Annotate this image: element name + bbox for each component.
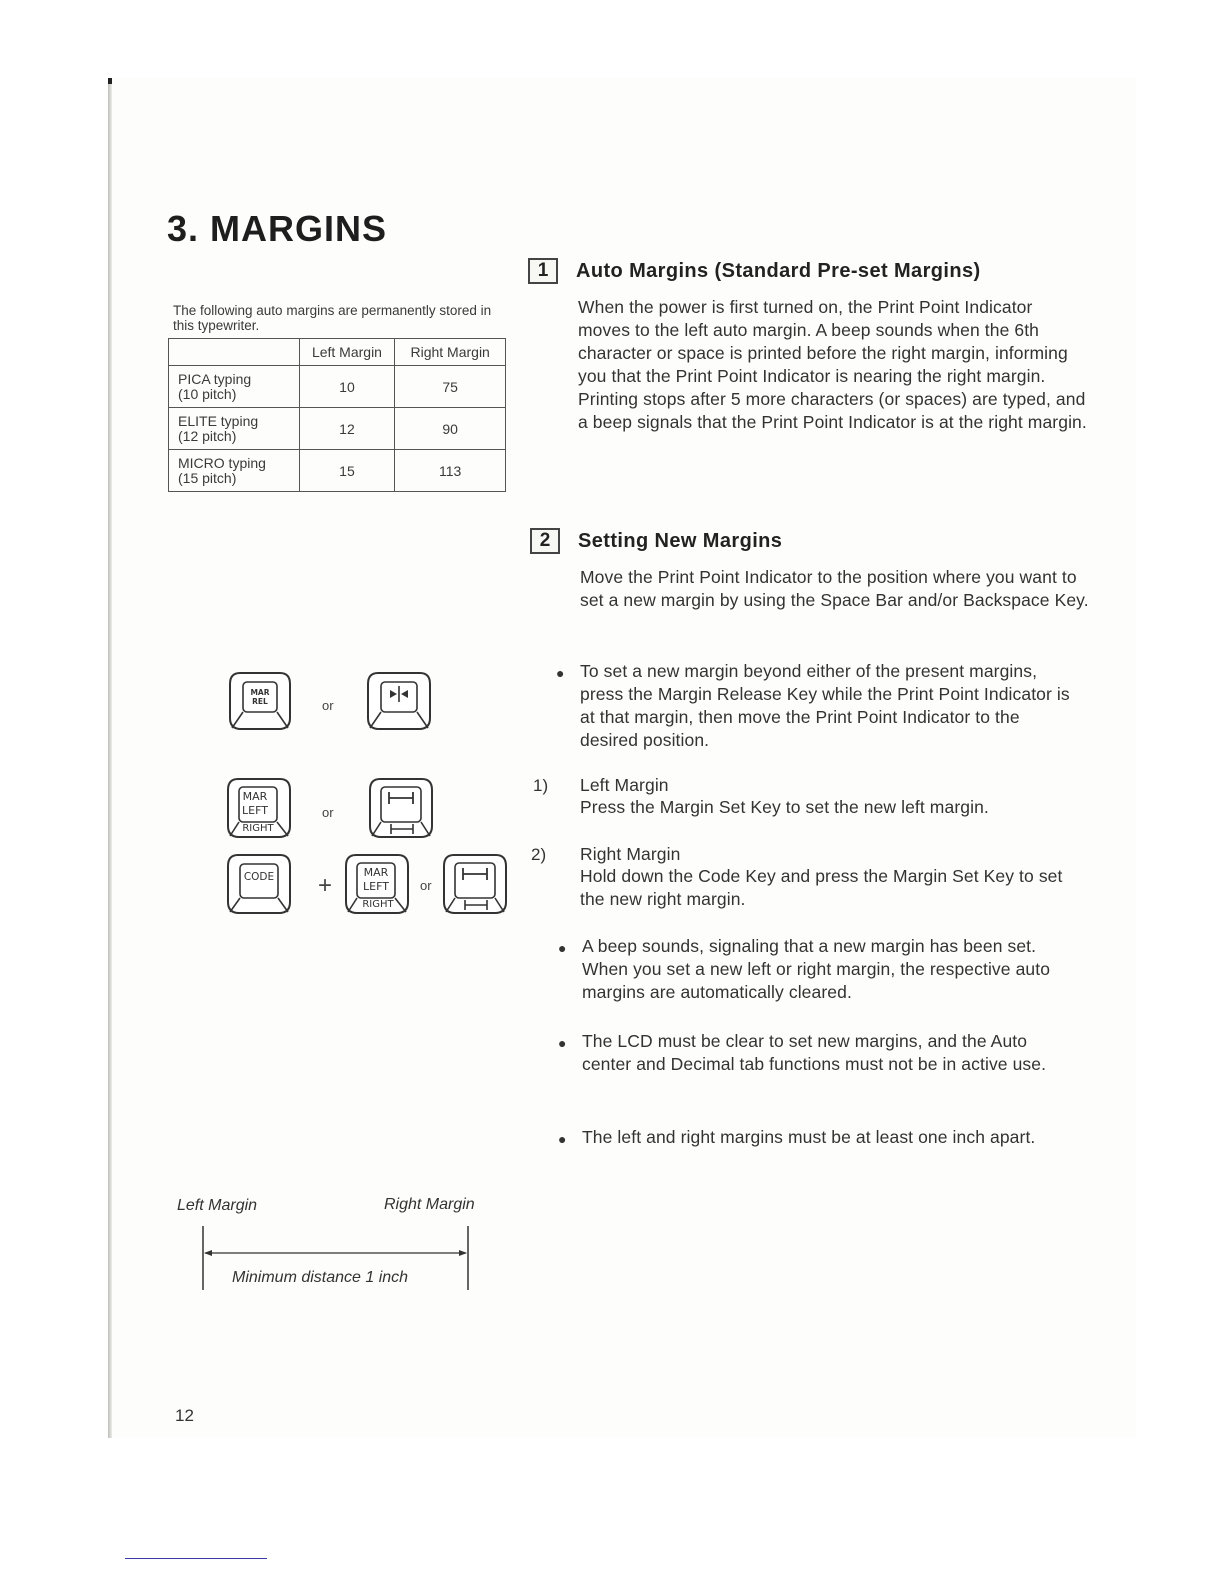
margin-set-symbol-key-icon [440,852,510,916]
diagram-left-label: Left Margin [177,1197,258,1214]
plus-text: + [318,872,333,899]
corner-mark [108,78,112,84]
row-name-line1: MICRO typing [178,454,266,471]
auto-margin-table [168,338,506,492]
mar-key-label-bottom: RIGHT [362,899,394,910]
diagram-right-label: Right Margin [384,1196,475,1213]
row-name-line1: PICA typing [178,370,252,387]
step1-number: 1) [533,776,549,795]
table-intro: The following auto margins are permanently stored in this typewriter. [173,303,492,333]
section1-heading [528,258,981,284]
bullet-dot: ● [558,1035,567,1051]
or-text: or [322,805,334,820]
margin-set-symbol-key-icon [366,776,436,840]
row-name-line1: ELITE typing [178,412,259,429]
table-cell-right: 75 [395,366,506,408]
table-cell-right: 113 [395,450,506,492]
binding-edge [108,78,112,1438]
table-cell-left: 10 [299,366,395,408]
section2-bullet2: A beep sounds, signaling that a new margin has been set. When you set a new left or right margin, the respective auto margins are automatically cleared. [582,936,1051,1002]
section1-text: When the power is first turned on, the Print Point Indicator moves to the left auto margin. A beep sounds when the 6th character or space is printed before the right margin, informing you that the Print Point Indicator is nearing the right margin. Printing stops after 5 more characters (or spaces) are typed, and a beep signals that the Print Point Indicator is at the right margin. [578,297,1087,432]
table-row [169,450,506,492]
minimum-distance-diagram [198,1222,478,1299]
step1-title: Left Margin [580,775,669,795]
section1-number-box: 1 [528,258,558,284]
mar-key-label-top: MAR [242,790,268,803]
table-header-blank [169,339,300,366]
section2-intro: Move the Print Point Indicator to the position where you want to set a new margin by using the Space Bar and/or Backspace Key. [580,567,1089,610]
bullet-dot: ● [556,665,565,681]
table-cell-name [169,408,300,450]
section2-title: Setting New Margins [578,529,783,552]
table-cell-right: 90 [395,408,506,450]
code-key-label: CODE [243,871,275,883]
mar-rel-key-label-bottom: REL [252,697,268,706]
page-number: 12 [175,1406,194,1425]
margin-release-key-icon [226,670,294,732]
margin-set-key-icon [224,776,294,840]
section2-heading [530,528,782,554]
diagram-caption: Minimum distance 1 inch [232,1269,409,1286]
step2-number: 2) [531,845,547,864]
table-row [169,408,506,450]
section1-title: Auto Margins (Standard Pre-set Margins) [576,259,981,282]
mar-key-label-middle: LEFT [363,880,389,893]
bullet-dot: ● [558,1131,567,1147]
margin-release-symbol-key-icon [364,670,434,732]
table-cell-name [169,366,300,408]
or-text: or [420,878,432,893]
step2-title: Right Margin [580,844,681,864]
table-cell-left: 12 [299,408,395,450]
row-name-line2: (12 pitch) [178,427,237,444]
table-cell-name [169,450,300,492]
mar-rel-key-label-top: MAR [250,688,270,697]
section2-bullet3: The LCD must be clear to set new margins, and the Auto center and Decimal tab functions must not be in active use. [582,1031,1047,1074]
mar-key-label-top: MAR [363,866,389,879]
section2-bullet1: To set a new margin beyond either of the present margins, press the Margin Release Key while the Print Point Indicator is at that margin, then move the Print Point Indicator to the desired position. [580,661,1070,750]
mar-key-label-middle: LEFT [242,804,268,817]
table-header-left-margin: Left Margin [299,339,395,366]
table-header-right-margin: Right Margin [395,339,506,366]
row-name-line2: (10 pitch) [178,385,237,402]
table-header-row [169,339,506,366]
bottom-rule [125,1558,267,1559]
row-name-line2: (15 pitch) [178,469,237,486]
bullet-dot: ● [558,940,567,956]
code-key-icon [224,852,294,916]
step2-text: Hold down the Code Key and press the Margin Set Key to set the new right margin. [580,866,1063,909]
page-title: 3. MARGINS [167,208,388,249]
table-cell-left: 15 [299,450,395,492]
section2-bullet4: The left and right margins must be at least one inch apart. [582,1127,1036,1147]
table-row [169,366,506,408]
or-text: or [322,698,334,713]
section2-number-box: 2 [530,528,560,554]
mar-key-label-bottom: RIGHT [242,823,274,834]
step1-text: Press the Margin Set Key to set the new left margin. [580,797,989,817]
margin-set-key-icon [342,852,412,916]
